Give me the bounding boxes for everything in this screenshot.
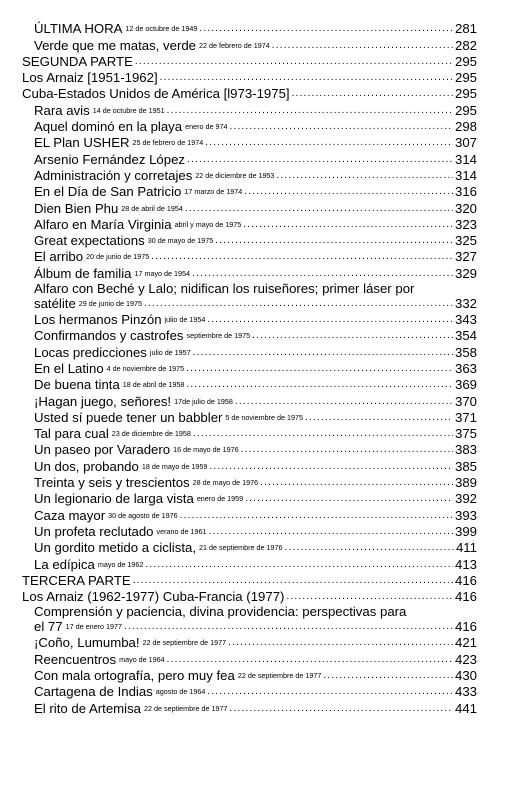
toc-entry-date: 28 de mayo de 1976 bbox=[192, 478, 259, 488]
toc-entry bbox=[22, 392, 477, 408]
toc-entry-title: Un dos, probando bbox=[34, 458, 139, 474]
toc-entry-page: 369 bbox=[454, 377, 477, 393]
toc-entry-page: 375 bbox=[454, 426, 477, 442]
toc-entry-line bbox=[34, 619, 477, 634]
toc-entry-title: Alfaro en María Virginia bbox=[34, 216, 172, 232]
toc-entry-title: Alfaro con Beché y Lalo; nidifican los ruiseñores; primer láser por bbox=[34, 280, 415, 296]
toc-entry-date: 14 de octubre de 1951 bbox=[92, 105, 165, 115]
dot-leader bbox=[276, 170, 453, 183]
toc-entry-date: enero de 974 bbox=[185, 122, 228, 132]
toc-entry bbox=[22, 634, 477, 650]
toc-entry bbox=[22, 20, 477, 36]
dot-leader bbox=[305, 412, 453, 425]
toc-entry bbox=[22, 667, 477, 683]
dot-leader bbox=[124, 621, 453, 634]
toc-entry-date: enero de 1959 bbox=[196, 494, 244, 504]
toc-entry-title: Reencuentros bbox=[34, 651, 117, 667]
toc-entry-page: 343 bbox=[454, 312, 477, 328]
toc-entry bbox=[22, 264, 477, 280]
toc-entry bbox=[22, 248, 477, 264]
toc-entry-title: Usted sí puede tener un babbler bbox=[34, 409, 223, 425]
toc-entry-line bbox=[34, 296, 477, 311]
toc-entry-title: Un profeta reclutado bbox=[34, 523, 154, 539]
toc-entry-date: mayo de 1962 bbox=[97, 559, 144, 569]
toc-entry bbox=[22, 572, 477, 588]
toc-entry bbox=[22, 53, 477, 69]
toc-entry-date: 16 de mayo de 1976 bbox=[173, 445, 239, 455]
toc-entry-date: 17de julio de 1958 bbox=[174, 396, 233, 406]
toc-entry-date: mayo de 1964 bbox=[119, 654, 165, 664]
toc-entry-page: 416 bbox=[454, 572, 477, 588]
dot-leader bbox=[209, 461, 453, 474]
toc-entry-page: 332 bbox=[454, 295, 477, 311]
dot-leader bbox=[167, 654, 453, 667]
toc-entry bbox=[22, 360, 477, 376]
dot-leader bbox=[272, 40, 453, 53]
toc-entry-date: 30 de agosto de 1976 bbox=[108, 510, 178, 520]
toc-entry-page: 430 bbox=[454, 667, 477, 683]
toc-entry-page: 413 bbox=[454, 556, 477, 572]
toc-entry-page: 399 bbox=[454, 523, 477, 539]
toc-entry-page: 393 bbox=[454, 507, 477, 523]
toc-entry-page: 295 bbox=[454, 53, 477, 69]
dot-leader bbox=[199, 23, 453, 36]
toc-entry-title: Un paseo por Varadero bbox=[34, 442, 171, 458]
toc-entry-page: 441 bbox=[454, 700, 477, 716]
toc-entry-date: 22 de diciembre de 1953 bbox=[195, 170, 275, 180]
toc-entry bbox=[22, 523, 477, 539]
toc-entry-page: 316 bbox=[454, 184, 477, 200]
toc-entry bbox=[22, 199, 477, 215]
dot-leader bbox=[144, 298, 453, 311]
toc-entry-page: 298 bbox=[454, 119, 477, 135]
dot-leader bbox=[207, 314, 453, 327]
toc-entry bbox=[22, 474, 477, 490]
toc-entry-page: 329 bbox=[454, 265, 477, 281]
dot-leader bbox=[186, 363, 453, 376]
toc-entry-title: Treinta y seis y trescientos bbox=[34, 475, 190, 491]
toc-entry-date: 30 de mayo de 1975 bbox=[147, 236, 214, 246]
toc-entry-title: Con mala ortografía, pero muy fea bbox=[34, 667, 235, 683]
dot-leader bbox=[244, 186, 453, 199]
toc-entry-date: 29 de junio de 1975 bbox=[78, 298, 142, 308]
toc-entry-page: 323 bbox=[454, 216, 477, 232]
toc-entry-page: 307 bbox=[454, 135, 477, 151]
table-of-contents bbox=[22, 20, 477, 716]
toc-entry-page: 363 bbox=[454, 360, 477, 376]
toc-entry-page: 295 bbox=[454, 70, 477, 86]
dot-leader bbox=[230, 703, 453, 716]
toc-entry-title: Los Arnaiz (1962-1977) Cuba-Francia (1977) bbox=[22, 589, 285, 605]
toc-entry-title: EL Plan USHER bbox=[34, 135, 130, 151]
toc-entry bbox=[22, 376, 477, 392]
dot-leader bbox=[187, 154, 453, 167]
toc-entry bbox=[22, 118, 477, 134]
dot-leader bbox=[193, 428, 453, 441]
toc-entry bbox=[22, 506, 477, 522]
toc-entry-date: verano de 1961 bbox=[156, 526, 207, 536]
toc-entry-title: Comprensión y paciencia, divina providencia: perspectivas para bbox=[34, 604, 407, 620]
toc-entry-date: 18 de abril de 1958 bbox=[122, 380, 185, 390]
toc-entry-title: Verde que me matas, verde bbox=[34, 37, 197, 53]
toc-entry-title: Un gordito metido a ciclista, bbox=[34, 540, 196, 556]
toc-entry bbox=[22, 425, 477, 441]
dot-leader bbox=[185, 203, 453, 216]
dot-leader bbox=[193, 347, 453, 360]
dot-leader bbox=[243, 219, 453, 232]
toc-entry-page: 295 bbox=[454, 102, 477, 118]
toc-entry-page: 295 bbox=[454, 86, 477, 102]
toc-entry-page: 354 bbox=[454, 328, 477, 344]
toc-entry-page: 389 bbox=[454, 475, 477, 491]
toc-entry-date: julio de 1954 bbox=[164, 315, 206, 325]
toc-entry-title: Caza mayor bbox=[34, 507, 106, 523]
toc-entry-title: Dien Bien Phu bbox=[34, 200, 119, 216]
dot-leader bbox=[260, 477, 453, 490]
toc-entry-title: Tal para cual bbox=[34, 426, 109, 442]
dot-leader bbox=[286, 591, 453, 604]
toc-entry-title: El arribo bbox=[34, 249, 84, 265]
dot-leader bbox=[229, 121, 453, 134]
toc-entry-title-continued: satélite bbox=[34, 295, 76, 311]
dot-leader bbox=[292, 88, 453, 101]
toc-entry-title: El rito de Artemisa bbox=[34, 700, 142, 716]
toc-entry-page: 325 bbox=[454, 233, 477, 249]
toc-entry bbox=[22, 409, 477, 425]
toc-entry-date: 18 de mayo de 1959 bbox=[141, 461, 208, 471]
dot-leader bbox=[160, 72, 453, 85]
toc-entry-page: 282 bbox=[454, 37, 477, 53]
dot-leader bbox=[245, 493, 453, 506]
toc-entry-date: 28 de abril de 1954 bbox=[121, 203, 183, 213]
toc-entry-date: julio de 1957 bbox=[149, 347, 191, 357]
toc-entry-date: 12 de octubre de 1949 bbox=[125, 24, 198, 34]
toc-entry bbox=[22, 490, 477, 506]
toc-entry-page: 416 bbox=[454, 619, 477, 635]
toc-entry-page: 421 bbox=[454, 635, 477, 651]
dot-leader bbox=[205, 137, 453, 150]
toc-entry-title-continued: el 77 bbox=[34, 619, 63, 635]
dot-leader bbox=[180, 510, 453, 523]
dot-leader bbox=[133, 575, 453, 588]
toc-entry-title: ¡Coño, Lumumba! bbox=[34, 635, 140, 651]
toc-entry-title: Aquel dominó en la playa bbox=[34, 119, 183, 135]
dot-leader bbox=[192, 268, 453, 281]
toc-entry-title: Confirmandos y castrofes bbox=[34, 328, 184, 344]
toc-entry-date: 23 de diciembre de 1958 bbox=[111, 429, 191, 439]
toc-entry-title: Álbum de familia bbox=[34, 265, 132, 281]
toc-entry bbox=[22, 441, 477, 457]
toc-entry bbox=[22, 457, 477, 473]
toc-entry bbox=[22, 327, 477, 343]
toc-entry-title: SEGUNDA PARTE bbox=[22, 53, 133, 69]
toc-entry-date: 22 de febrero de 1974 bbox=[199, 40, 270, 50]
toc-entry-date: 17 de enero 1977 bbox=[65, 622, 122, 632]
toc-entry bbox=[22, 650, 477, 666]
toc-entry-title: Great expectations bbox=[34, 233, 145, 249]
toc-entry bbox=[22, 281, 477, 311]
toc-entry-page: 314 bbox=[454, 151, 477, 167]
toc-entry-title: ¡Hagan juego, señores! bbox=[34, 393, 172, 409]
dot-leader bbox=[208, 526, 453, 539]
dot-leader bbox=[151, 251, 453, 264]
toc-entry-page: 371 bbox=[454, 409, 477, 425]
toc-entry-title: Rara avis bbox=[34, 102, 90, 118]
toc-entry-page: 385 bbox=[454, 458, 477, 474]
toc-entry-title: Cuba-Estados Unidos de América [l973-1975] bbox=[22, 86, 290, 102]
toc-entry bbox=[22, 101, 477, 117]
toc-entry-page: 358 bbox=[454, 344, 477, 360]
toc-entry bbox=[22, 232, 477, 248]
toc-entry-date: 22 de septiembre de 1977 bbox=[144, 703, 228, 713]
dot-leader bbox=[167, 105, 453, 118]
toc-entry-date: abril y mayo de 1975 bbox=[174, 219, 242, 229]
dot-leader bbox=[252, 330, 453, 343]
toc-entry bbox=[22, 216, 477, 232]
dot-leader bbox=[235, 396, 453, 409]
dot-leader bbox=[207, 686, 453, 699]
toc-entry-page: 392 bbox=[454, 491, 477, 507]
toc-entry bbox=[22, 683, 477, 699]
toc-entry-page: 370 bbox=[454, 393, 477, 409]
toc-entry bbox=[22, 604, 477, 634]
toc-entry-page: 423 bbox=[454, 651, 477, 667]
toc-entry-title: Cartagena de Indias bbox=[34, 684, 153, 700]
toc-entry-page: 416 bbox=[454, 589, 477, 605]
toc-entry-title: En el Día de San Patricio bbox=[34, 184, 182, 200]
dot-leader bbox=[145, 559, 453, 572]
toc-entry bbox=[22, 150, 477, 166]
dot-leader bbox=[186, 379, 453, 392]
toc-entry bbox=[22, 134, 477, 150]
toc-entry-title: ÚLTIMA HORA bbox=[34, 21, 123, 37]
toc-entry-page: 320 bbox=[454, 200, 477, 216]
toc-entry-date: 17 marzo de 1974 bbox=[184, 187, 243, 197]
toc-entry-title: Los Arnaiz [1951-1962] bbox=[22, 70, 158, 86]
dot-leader bbox=[135, 56, 453, 69]
toc-entry-date: 4 de noviembre de 1975 bbox=[106, 363, 185, 373]
toc-entry-title: Arsenio Fernández López bbox=[34, 151, 186, 167]
toc-entry bbox=[22, 167, 477, 183]
toc-entry bbox=[22, 69, 477, 85]
toc-entry-page: 383 bbox=[454, 442, 477, 458]
toc-entry-line bbox=[34, 281, 477, 296]
dot-leader bbox=[228, 637, 453, 650]
toc-entry-title: De buena tinta bbox=[34, 377, 120, 393]
toc-entry-page: 433 bbox=[454, 684, 477, 700]
toc-entry-date: 22 de septiembre de 1977 bbox=[237, 670, 322, 680]
toc-entry-title: TERCERA PARTE bbox=[22, 572, 131, 588]
toc-entry-title: Locas predicciones bbox=[34, 344, 147, 360]
toc-entry-title: Administración y corretajes bbox=[34, 167, 193, 183]
toc-entry-title: La edípica bbox=[34, 556, 95, 572]
toc-entry-page: 327 bbox=[454, 249, 477, 265]
toc-entry bbox=[22, 343, 477, 359]
toc-entry bbox=[22, 85, 477, 101]
toc-entry-title: Los hermanos Pinzón bbox=[34, 312, 162, 328]
toc-entry bbox=[22, 555, 477, 571]
toc-entry bbox=[22, 183, 477, 199]
dot-leader bbox=[323, 670, 453, 683]
toc-entry-date: 21 de septiembre de 1976 bbox=[199, 543, 283, 553]
toc-entry-title: Un legionario de larga vista bbox=[34, 491, 194, 507]
dot-leader bbox=[241, 444, 453, 457]
toc-entry-page: 314 bbox=[454, 167, 477, 183]
toc-entry-page: 411 bbox=[455, 540, 477, 556]
dot-leader bbox=[215, 235, 453, 248]
toc-entry-page: 281 bbox=[454, 21, 477, 37]
toc-entry-date: 25 de febrero de 1974 bbox=[132, 138, 204, 148]
toc-entry-date: 17 mayo de 1954 bbox=[134, 268, 191, 278]
toc-entry-date: septiembre de 1975 bbox=[186, 331, 251, 341]
toc-entry-line bbox=[34, 604, 477, 619]
toc-entry-date: agosto de 1964 bbox=[155, 687, 206, 697]
toc-entry-date: 22 de septiembre de 1977 bbox=[142, 638, 227, 648]
toc-entry bbox=[22, 311, 477, 327]
dot-leader bbox=[285, 542, 454, 555]
toc-entry-date: 5 de noviembre de 1975 bbox=[225, 412, 303, 422]
toc-entry-title: En el Latino bbox=[34, 360, 104, 376]
toc-entry bbox=[22, 36, 477, 52]
toc-entry bbox=[22, 539, 477, 555]
toc-entry-date: 20 de junio de 1975 bbox=[86, 252, 150, 262]
toc-entry bbox=[22, 588, 477, 604]
toc-entry bbox=[22, 699, 477, 715]
